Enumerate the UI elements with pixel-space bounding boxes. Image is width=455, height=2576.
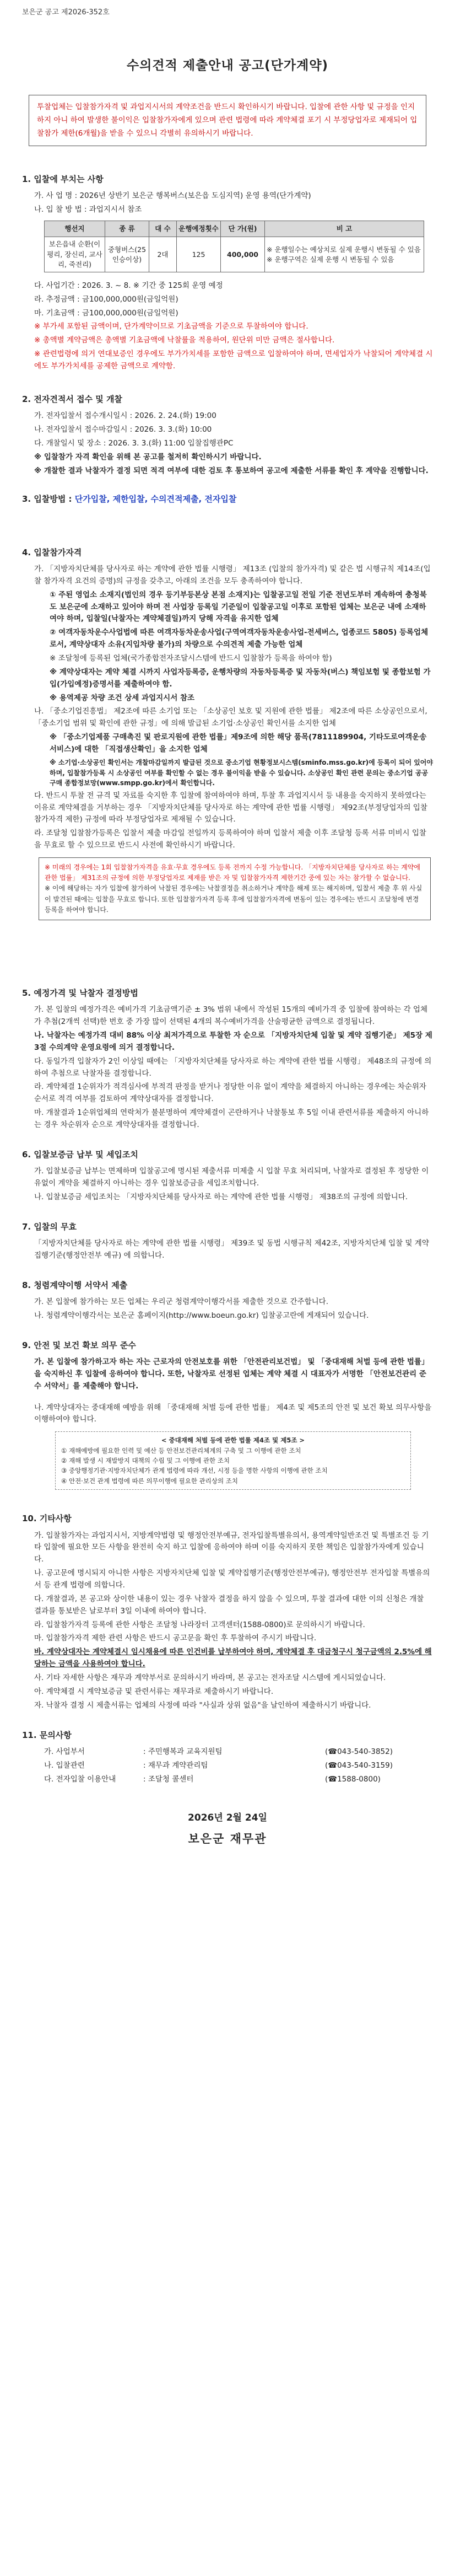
sanction-line-2: ※ 이에 해당하는 자가 입찰에 참가하여 낙찰된 경우에는 낙찰결정을 취소하거나 계약을 해제 또는 해지하며, 입찰서 제출 후 위 사실이 발견된 때에는 입찰을 무효로 합니다. 또한 입찰참가자격 등록 후에 입찰참가자격에 변동이 있는 경우에는 반드시 조달청에 변경등록을 하여야 합니다. [45, 884, 422, 914]
deposit-law: 나. 입찰보증금 세입조치는 「지방자치단체를 당사자로 하는 계약에 관한 법률 시행령」 제38조의 규정에 의합니다. [34, 1192, 408, 1201]
first-rank-rule: 라. 계약체결 1순위자가 적격심사에 부적격 판정을 받거나 정당한 이유 없이 계약을 체결하지 아니하는 경우에는 차순위자 순서로 적격 여부를 검토하여 계약상대자를 결정합니다. [34, 1082, 426, 1104]
section-2 [22, 393, 433, 477]
contract-amount-note: ※ 총액별 계약금액은 총액별 기초금액에 낙찰률을 적용하여, 원단위 미만 금액은 절사합니다. [34, 336, 335, 345]
section-11 [22, 1729, 433, 1786]
section-9 [22, 1339, 433, 1490]
deposit-rule: 가. 입찰보증금 납부는 면제하며 입찰공고에 명시된 제출서류 미제출 시 입찰 무효 처리되며, 낙찰자로 결정된 후 정당한 이유없이 계약을 체결하지 아니하는 경우 입찰보증금을 세입조치합니다. [34, 1167, 429, 1188]
qualification-3: ※ 계약상대자는 계약 체결 시까지 사업자등록증, 운행차량의 자동차등록증 및 자동차(버스) 책임보험 및 종합보험 가입(가입예정)증명서를 제출하여야 함. [50, 667, 431, 689]
contact-row [44, 1746, 433, 1758]
section-3-label: 3. 입찰방법 : [22, 494, 75, 505]
section-5-title: 5. 예정가격 및 낙찰자 결정방법 [22, 988, 138, 998]
qualification-2: ② 여객자동차운수사업법에 따른 여객자동차운송사업(구역여객자동차운송사업-전세버스, 업종코드 5805) 등록업체로서, 계약상대자 소유(지입차량 불가)의 차량으로 수의견적 제출 가능한 업체 [50, 628, 429, 650]
spec-review-note: 다. 반드시 투찰 전 규격 및 자료를 숙지한 후 입찰에 참여하여야 하며, 투찰 후 과업지시서 등 내용을 숙지하지 못하였다는 이유로 계약체결을 거부하는 경우 「지방자치단체를 당사자로 하는 계약에 관한 법률 시행령」 제92조(부정당업자의 입찰참가자격 제한) 규정에 따라 부정당업자로 제재될 수 있습니다. [34, 791, 427, 824]
tie-rule: 다. 동일가격 입찰자가 2인 이상일 때에는 「지방자치단체를 당사자로 하는 계약에 관한 법률 시행령」 제48조의 규정에 의하여 추첨으로 낙찰자를 결정합니다. [34, 1056, 432, 1078]
misc-item: 아. 계약체결 시 계약보증금 및 관련서류는 재무과로 제출하시기 바랍니다. [34, 1687, 274, 1696]
notice-date: 2026년 2월 24일 [188, 1812, 267, 1824]
notice-number: 보은군 공고 제2026-352호 [22, 8, 110, 17]
kind-cell: 중형버스(25인승이상) [105, 237, 149, 272]
small-business-requirement: 나. 「중소기업진흥법」 제2조에 따른 소기업 또는 「소상공인 보호 및 지원에 관한 법률」 제2조에 따른 소상공인으로서, 「중소기업 범위 및 확인에 관한 규정」에 의해 발급된 소기업·소상공인 확인서를 소지한 업체 [34, 707, 427, 728]
safety-duty: 나. 계약상대자는 중대재해 예방을 위해 「중대재해 처벌 등에 관한 법률」 제4조 및 제5조의 안전 및 보건 확보 의무사항을 이행하여야 합니다. [34, 1403, 432, 1424]
contact-rule: 마. 개찰결과 1순위업체의 연락처가 불분명하여 계약체결이 곤란하거나 낙찰통보 후 5일 이내 관련서류를 제출하지 아니하는 경우 차순위자 순으로 계약상대자를 결정합니다. [34, 1108, 429, 1129]
section-5 [22, 986, 433, 1131]
contact-row [44, 1760, 433, 1772]
warning-box: 투찰업체는 입찰참가자격 및 과업지시서의 계약조건을 반드시 확인하시기 바랍니다. 입찰에 관한 사항 및 규정을 인지하지 아니 하여 발생한 불이익은 입찰참가자에게 있으며 관련 법령에 따라 계약체결 포기 시 부정당업자로 제재되어 입찰참가 제한(6개월)을 받을 수 있으니 각별히 유의하시기 바랍니다. [29, 95, 426, 146]
misc-item: 가. 입찰참가자는 과업지시서, 지방계약법령 및 행정안전부예규, 전자입찰특별유의서, 용역계약일반조건 및 특별조건 등 기타 입찰에 필요한 모든 사항을 완전히 숙지 하고 입찰에 응하여야 하며 이를 숙지하지 못한 책임은 입찰참가자에게 있습니다. [34, 1531, 429, 1564]
close-datetime: 나. 전자입찰서 접수마감일시 : 2026. 3. 3.(화) 10:00 [34, 425, 212, 434]
qualification-1-text: ① 주된 영업소 소재지(법인의 경우 등기부등본상 본점 소재지)는 입찰공고일 전일 기준 전년도부터 계속하여 충청북도 보은군에 소재하고 있어야 하며 전 사업장 등록일 기준일이 입찰공고일 이후로 포함된 업체는 보은군 내에 소재하여야 하며, 입찰일(낙찰자는 계약체결일)까지 당해 자격을 유지한 업체 [50, 590, 427, 624]
direct-production-note: ※ 「중소기업제품 구매촉진 및 판로지원에 관한 법률」제9조에 의한 해당 품목(7811189904, 기타도로여객운송서비스)에 대한 「직접생산확인」을 소지한 업체 [50, 733, 427, 754]
section-10 [22, 1512, 433, 1711]
winner-rule [34, 1030, 433, 1054]
safety-box-line: ③ 중앙행정기관·지방자치단체가 관계 법령에 따라 개선, 시정 등을 명한 사항의 이행에 관한 조치 [61, 1467, 328, 1475]
contact-phone: (☎043-540-3852) [325, 1747, 393, 1756]
table-header: 행선지 [45, 221, 105, 237]
winner-rule-text: 나. 낙찰자는 예정가격 대비 88% 이상 최저가격으로 투찰한 자 순으로 「지방자치단체 입찰 및 계약 집행기준」 제5장 제3절 수의계약 운영요령에 의거 결정합니다. [34, 1031, 432, 1052]
small-business-confirm-note: ※ 소기업·소상공인 확인서는 개찰마감일까지 발급된 것으로 중소기업 현황정보시스템(sminfo.mss.go.kr)에 등록이 되어 있어야 하며, 입찰참가등록 시 소상공인 여부를 확인할 수 없는 경우 불이익을 받을 수 있습니다. 소상공인 확인 관련 문의는 중소기업 공공구매 종합정보망(www.smpp.go.kr)에서 확인합니다. [50, 758, 433, 787]
project-period: 다. 사업기간 : 2026. 3. ~ 8. ※ 기간 중 125회 운영 예정 [34, 281, 223, 290]
section-1-title: 1. 입찰에 부치는 사항 [22, 174, 104, 185]
safety-box-line: ④ 안전·보건 관계 법령에 따른 의무이행에 필요한 관리상의 조치 [61, 1477, 238, 1485]
safety-law-box [55, 1431, 411, 1490]
contact-phone: (☎1588-0800) [325, 1774, 381, 1784]
route-cell: 보은읍내 순환(이평리, 장신리, 교사리, 죽전리) [45, 237, 105, 272]
price-cell: 400,000 [221, 237, 265, 272]
service-table [44, 221, 424, 272]
registration-note: 라. 조달청 입찰참가등록은 입찰서 제출 마감일 전일까지 등록하여야 하며 입찰서 제출 이후 조달청 등록 서류 미비시 입찰을 무효로 할 수 있으므로 반드시 사전에 확인하시기 바랍니다. [34, 829, 426, 850]
count-cell: 2대 [149, 237, 177, 272]
section-2-title: 2. 전자견적서 접수 및 개찰 [22, 394, 122, 404]
base-amount: 마. 기초금액 : 금100,000,000원(금일억원) [34, 308, 178, 318]
price-rule: 가. 본 입찰의 예정가격은 예비가격 기초금액기준 ± 3% 범위 내에서 작성된 15개의 예비가격 중 입찰에 참여하는 각 업체가 추첨(2개씩 선택)한 번호 중 가장 많이 선택된 4개의 복수예비가격을 산술평균한 금액으로 결정됩니다. [34, 1005, 427, 1027]
section-8 [22, 1279, 433, 1322]
contact-dept: : 주민행복과 교육지원팀 [143, 1747, 223, 1756]
section-3-title [22, 492, 433, 506]
section-4 [22, 546, 433, 920]
table-header: 단 가(원) [221, 221, 265, 237]
eligibility-note: ※ 입찰참가 자격 확인을 위해 본 공고를 철저히 확인하시기 바랍니다. [34, 452, 262, 461]
page-title: 수의견적 제출안내 공고(단가계약) [126, 58, 329, 73]
integrity-pledge-link: 나. 청렴계약이행각서는 보은군 홈페이지(http://www.boeun.go.kr) 입찰공고란에 게재되어 있습니다. [34, 1311, 369, 1320]
table-header: 비 고 [265, 221, 424, 237]
section-10-title: 10. 기타사항 [22, 1514, 72, 1524]
contact-list [44, 1746, 433, 1786]
integrity-pledge: 가. 본 입찰에 참가하는 모든 업체는 우리군 청렴계약이행각서를 제출한 것으로 간주합니다. [34, 1297, 329, 1306]
section-7 [22, 1220, 433, 1262]
misc-item: 라. 입찰참가자격 등록에 관한 사항은 조달청 나라장터 고객센터(1588-0800)로 문의하시기 바랍니다. [34, 1620, 365, 1629]
contact-dept: : 재무과 계약관리팀 [143, 1761, 208, 1770]
qualification-3-note: ※ 용역제공 차량 조건 상세 과업지시서 참조 [50, 693, 195, 702]
safety-law-notice: 가. 본 입찰에 참가하고자 하는 자는 근로자의 안전보호를 위한 「안전관리보건법」 및 「중대재해 처벌 등에 관한 법률」 을 숙지하신 후 입찰에 응하여야 합니다. 또한, 낙찰자로 선정된 업체는 계약 체결 시 대표자가 서명한 「안전보건관리 준수 서약서」를 제출해야 합니다. [34, 1357, 429, 1391]
section-6-title: 6. 입찰보증금 납부 및 세입조치 [22, 1149, 138, 1160]
section-11-title: 11. 문의사항 [22, 1730, 72, 1740]
safety-box-head: < 중대재해 처벌 등에 관한 법률 제4조 및 제5조 > [161, 1436, 305, 1445]
table-header: 종 류 [105, 221, 149, 237]
section-3 [22, 492, 433, 506]
qualification-1 [50, 589, 433, 626]
section-1 [22, 173, 433, 373]
misc-item: 마. 입찰참가자격 제한 관련 사항은 반드시 공고문을 확인 후 투찰하여 주시기 바랍니다. [34, 1634, 317, 1643]
bid-method-value: 단가입찰, 제한입찰, 수의견적제출, 전자입찰 [74, 494, 237, 505]
misc-item [34, 1646, 433, 1671]
section-7-title: 7. 입찰의 무효 [22, 1221, 77, 1232]
misc-item: 사. 기타 자세한 사항은 재무과 계약부서로 문의하시기 바라며, 본 공고는 전자조달 시스템에 게시되었습니다. [34, 1673, 386, 1683]
trips-cell: 125 [177, 237, 221, 272]
issuer: 보은군 재무관 [188, 1832, 267, 1845]
note-line: ※ 운행구역은 실제 운행 시 변동될 수 있음 [267, 255, 394, 264]
note-line: ※ 운행일수는 예상치로 실제 운행시 변동될 수 있음 [267, 245, 421, 254]
open-datetime: 가. 전자입찰서 접수개시일시 : 2026. 2. 24.(화) 19:00 [34, 411, 216, 421]
vat-note: ※ 부가세 포함된 금액이며, 단가계약이므로 기초금액을 기준으로 투찰하여야 합니다. [34, 322, 308, 331]
qualification-intro: 가. 「지방자치단체를 당사자로 하는 계약에 관한 법률 시행령」 제13조 (입찰의 참가자격) 및 같은 법 시행규칙 제14조(입찰 참가자격 요건의 증명)의 규정을 갖추고, 아래의 조건을 모두 충족하여야 합니다. [34, 565, 431, 586]
misc-item-text: 바. 계약상대자는 계약체결시 임시채용에 따른 인건비를 납부하여야 하며, 계약체결 후 대금청구시 청구금액의 2.5%에 해당하는 금액을 사용하여야 합니다. [34, 1647, 432, 1669]
section-9-title: 9. 안전 및 보건 확보 의무 준수 [22, 1340, 136, 1350]
misc-item: 나. 공고문에 명시되지 아니한 사항은 지방자치단체 입찰 및 계약집행기준(행정안전부예규), 행정안전부 전자입찰 특별유의서 등 관계 법령에 의합니다. [34, 1569, 430, 1590]
estimated-amount: 라. 추정금액 : 금100,000,000원(금일억원) [34, 294, 178, 304]
section-4-title: 4. 입찰참가자격 [22, 547, 82, 557]
safety-box-line: ① 재해예방에 필요한 인력 및 예산 등 안전보건관리체계의 구축 및 그 이행에 관한 조치 [61, 1446, 301, 1455]
qualification-2-note: ※ 조달청에 등록된 업체(국가종합전자조달시스템에 반드시 입찰참가 등록을 하여야 함) [50, 654, 332, 663]
bid-method: 나. 입 찰 방 법 : 과업지시서 참조 [34, 205, 142, 214]
section-6 [22, 1148, 433, 1204]
review-note: ※ 개찰한 결과 낙찰자가 결정 되면 적격 여부에 대한 검토 후 통보하여 공고에 제출한 서류를 확인 후 계약을 진행합니다. [34, 466, 429, 475]
note-cell [265, 237, 424, 272]
sanction-line-1: ※ 미래의 경우에는 1회 입찰참가자격을 유효·무효 경우에도 등록 전까지 수정 가능합니다. 「지방자치단체를 당사자로 하는 계약에 관한 법률」 제31조의 규정에 의한 부정당업자로 제재를 받은 자 및 입찰참가자격 제한기간 중에 있는 자는 참가할 수 없습니다. [45, 863, 420, 882]
contact-label: 가. 사업부서 [44, 1747, 85, 1756]
table-row [45, 237, 424, 272]
contact-label: 다. 전자입찰 이용안내 [44, 1774, 116, 1784]
tax-exempt-note: ※ 관련법령에 의거 연대보증인 경우에도 부가가치세를 포함한 금액으로 입찰하여야 하며, 면세업자가 낙찰되어 계약체결 시에도 부가가치세를 공제한 금액으로 계약함. [34, 350, 433, 371]
project-name: 가. 사 업 명 : 2026년 상반기 보은군 행복버스(보은읍 도심지역) 운영 용역(단가계약) [34, 191, 311, 201]
sanction-notice-box [39, 857, 431, 920]
section-8-title: 8. 청렴계약이행 서약서 제출 [22, 1280, 128, 1290]
misc-item: 다. 개찰결과, 본 공고와 상이한 내용이 있는 경우 낙찰자 결정을 하지 않을 수 있으며, 투찰 결과에 대한 이의 신청은 개찰 결과를 통보받은 날로부터 3일 이내에 하여야 합니다. [34, 1594, 424, 1616]
table-header: 운행예정횟수 [177, 221, 221, 237]
contact-row [44, 1774, 433, 1786]
contact-label: 나. 입찰관련 [44, 1761, 85, 1770]
opening-datetime: 다. 개찰일시 및 장소 : 2026. 3. 3.(화) 11:00 입찰집행관PC [34, 438, 234, 448]
safety-box-line: ② 재해 발생 시 재발방지 대책의 수립 및 그 이행에 관한 조치 [61, 1457, 230, 1465]
contact-dept: : 조달청 콜센터 [143, 1774, 194, 1784]
misc-item: 자. 낙찰자 결정 시 제출서류는 업체의 사정에 따라 "사실과 상위 없음"을 날인하여 제출하시기 바랍니다. [34, 1700, 371, 1710]
invalid-bid-rule: 「지방자치단체를 당사자로 하는 계약에 관한 법률 시행령」 제39조 및 동법 시행규칙 제42조, 지방자치단체 입찰 및 계약 집행기준(행정안전부 예규) 에 의합니다. [34, 1238, 429, 1260]
contact-phone: (☎043-540-3159) [325, 1761, 393, 1770]
table-header: 대 수 [149, 221, 177, 237]
